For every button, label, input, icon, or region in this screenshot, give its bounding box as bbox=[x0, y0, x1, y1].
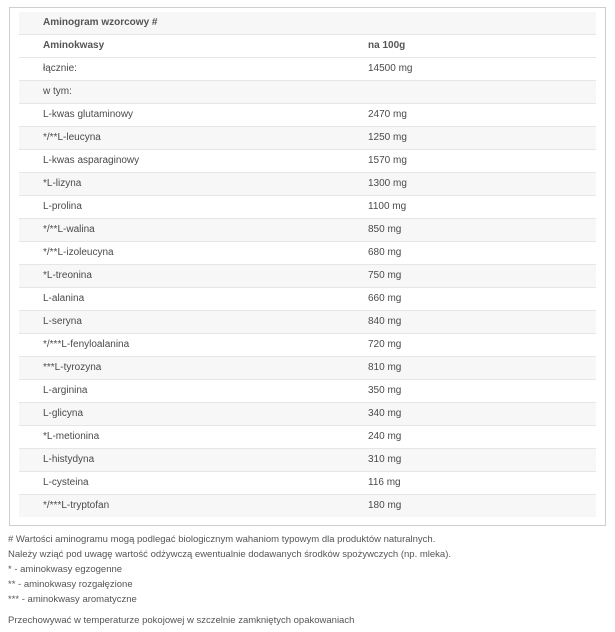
amino-acid-name: */***L-fenyloalanina bbox=[19, 334, 344, 357]
amino-acid-amount: 1300 mg bbox=[344, 173, 596, 196]
amino-acid-amount: 240 mg bbox=[344, 426, 596, 449]
amino-acid-name: ***L-tyrozyna bbox=[19, 357, 344, 380]
amino-acid-name: *L-metionina bbox=[19, 426, 344, 449]
amino-acid-name: L-kwas glutaminowy bbox=[19, 104, 344, 127]
amino-acid-amount: 840 mg bbox=[344, 311, 596, 334]
table-row bbox=[19, 265, 596, 288]
amino-acid-name: L-cysteina bbox=[19, 472, 344, 495]
table-header-row bbox=[19, 35, 596, 58]
amino-acid-amount: 1570 mg bbox=[344, 150, 596, 173]
amino-acid-amount: 750 mg bbox=[344, 265, 596, 288]
table-row bbox=[19, 403, 596, 426]
amino-acid-amount: 660 mg bbox=[344, 288, 596, 311]
amino-acid-name: */**L-walina bbox=[19, 219, 344, 242]
table-row bbox=[19, 472, 596, 495]
aminogram-table-frame bbox=[9, 7, 606, 526]
footnote-variation: # Wartości aminogramu mogą podlegać biologicznym wahaniom typowym dla produktów naturalnych. bbox=[8, 534, 436, 545]
amino-acid-name: łącznie: bbox=[19, 58, 344, 81]
amino-acid-amount: 810 mg bbox=[344, 357, 596, 380]
amino-acid-amount: 850 mg bbox=[344, 219, 596, 242]
table-row bbox=[19, 495, 596, 518]
amino-acid-name: L-kwas asparaginowy bbox=[19, 150, 344, 173]
amino-acid-name: w tym: bbox=[19, 81, 344, 104]
amino-acid-name: *L-treonina bbox=[19, 265, 344, 288]
amino-acid-name: L-alanina bbox=[19, 288, 344, 311]
amino-acid-amount: 350 mg bbox=[344, 380, 596, 403]
table-row bbox=[19, 127, 596, 150]
amino-acid-name: */**L-leucyna bbox=[19, 127, 344, 150]
table-row bbox=[19, 150, 596, 173]
table-row bbox=[19, 104, 596, 127]
table-row bbox=[19, 449, 596, 472]
table-row bbox=[19, 58, 596, 81]
footnote-additives: Należy wziąć pod uwagę wartość odżywczą ewentualnie dodawanych środków spożywczych (np. mleka). bbox=[8, 549, 452, 560]
amino-acid-amount: 180 mg bbox=[344, 495, 596, 518]
table-title-row bbox=[19, 12, 596, 35]
column-header-value: na 100g bbox=[344, 35, 596, 58]
amino-acid-name: L-seryna bbox=[19, 311, 344, 334]
footnote-branched: ** - aminokwasy rozgałęzione bbox=[8, 579, 133, 590]
amino-acid-amount: 14500 mg bbox=[344, 58, 596, 81]
table-row bbox=[19, 219, 596, 242]
amino-acid-name: *L-lizyna bbox=[19, 173, 344, 196]
column-header-name: Aminokwasy bbox=[19, 35, 344, 58]
amino-acid-amount: 340 mg bbox=[344, 403, 596, 426]
amino-acid-name: L-arginina bbox=[19, 380, 344, 403]
amino-acid-amount: 116 mg bbox=[344, 472, 596, 495]
table-row bbox=[19, 288, 596, 311]
table-row bbox=[19, 426, 596, 449]
amino-acid-name: L-glicyna bbox=[19, 403, 344, 426]
amino-acid-amount: 310 mg bbox=[344, 449, 596, 472]
table-row bbox=[19, 380, 596, 403]
amino-acid-amount bbox=[344, 81, 596, 104]
footnote-aromatic: *** - aminokwasy aromatyczne bbox=[8, 594, 137, 605]
amino-acid-name: */***L-tryptofan bbox=[19, 495, 344, 518]
table-title-empty-cell bbox=[344, 12, 596, 35]
footnote-essential: * - aminokwasy egzogenne bbox=[8, 564, 123, 575]
amino-acid-amount: 2470 mg bbox=[344, 104, 596, 127]
aminogram-table bbox=[19, 12, 596, 517]
amino-acid-amount: 680 mg bbox=[344, 242, 596, 265]
table-row bbox=[19, 357, 596, 380]
amino-acid-name: L-histydyna bbox=[19, 449, 344, 472]
amino-acid-name: L-prolina bbox=[19, 196, 344, 219]
storage-instructions: Przechowywać w temperaturze pokojowej w szczelnie zamkniętych opakowaniach bbox=[8, 615, 355, 626]
table-row bbox=[19, 242, 596, 265]
amino-acid-amount: 1250 mg bbox=[344, 127, 596, 150]
amino-acid-amount: 1100 mg bbox=[344, 196, 596, 219]
table-row bbox=[19, 196, 596, 219]
footnotes bbox=[8, 532, 608, 628]
table-row bbox=[19, 334, 596, 357]
table-row bbox=[19, 81, 596, 104]
table-row bbox=[19, 173, 596, 196]
table-title: Aminogram wzorcowy # bbox=[19, 12, 344, 35]
amino-acid-name: */**L-izoleucyna bbox=[19, 242, 344, 265]
amino-acid-amount: 720 mg bbox=[344, 334, 596, 357]
table-row bbox=[19, 311, 596, 334]
